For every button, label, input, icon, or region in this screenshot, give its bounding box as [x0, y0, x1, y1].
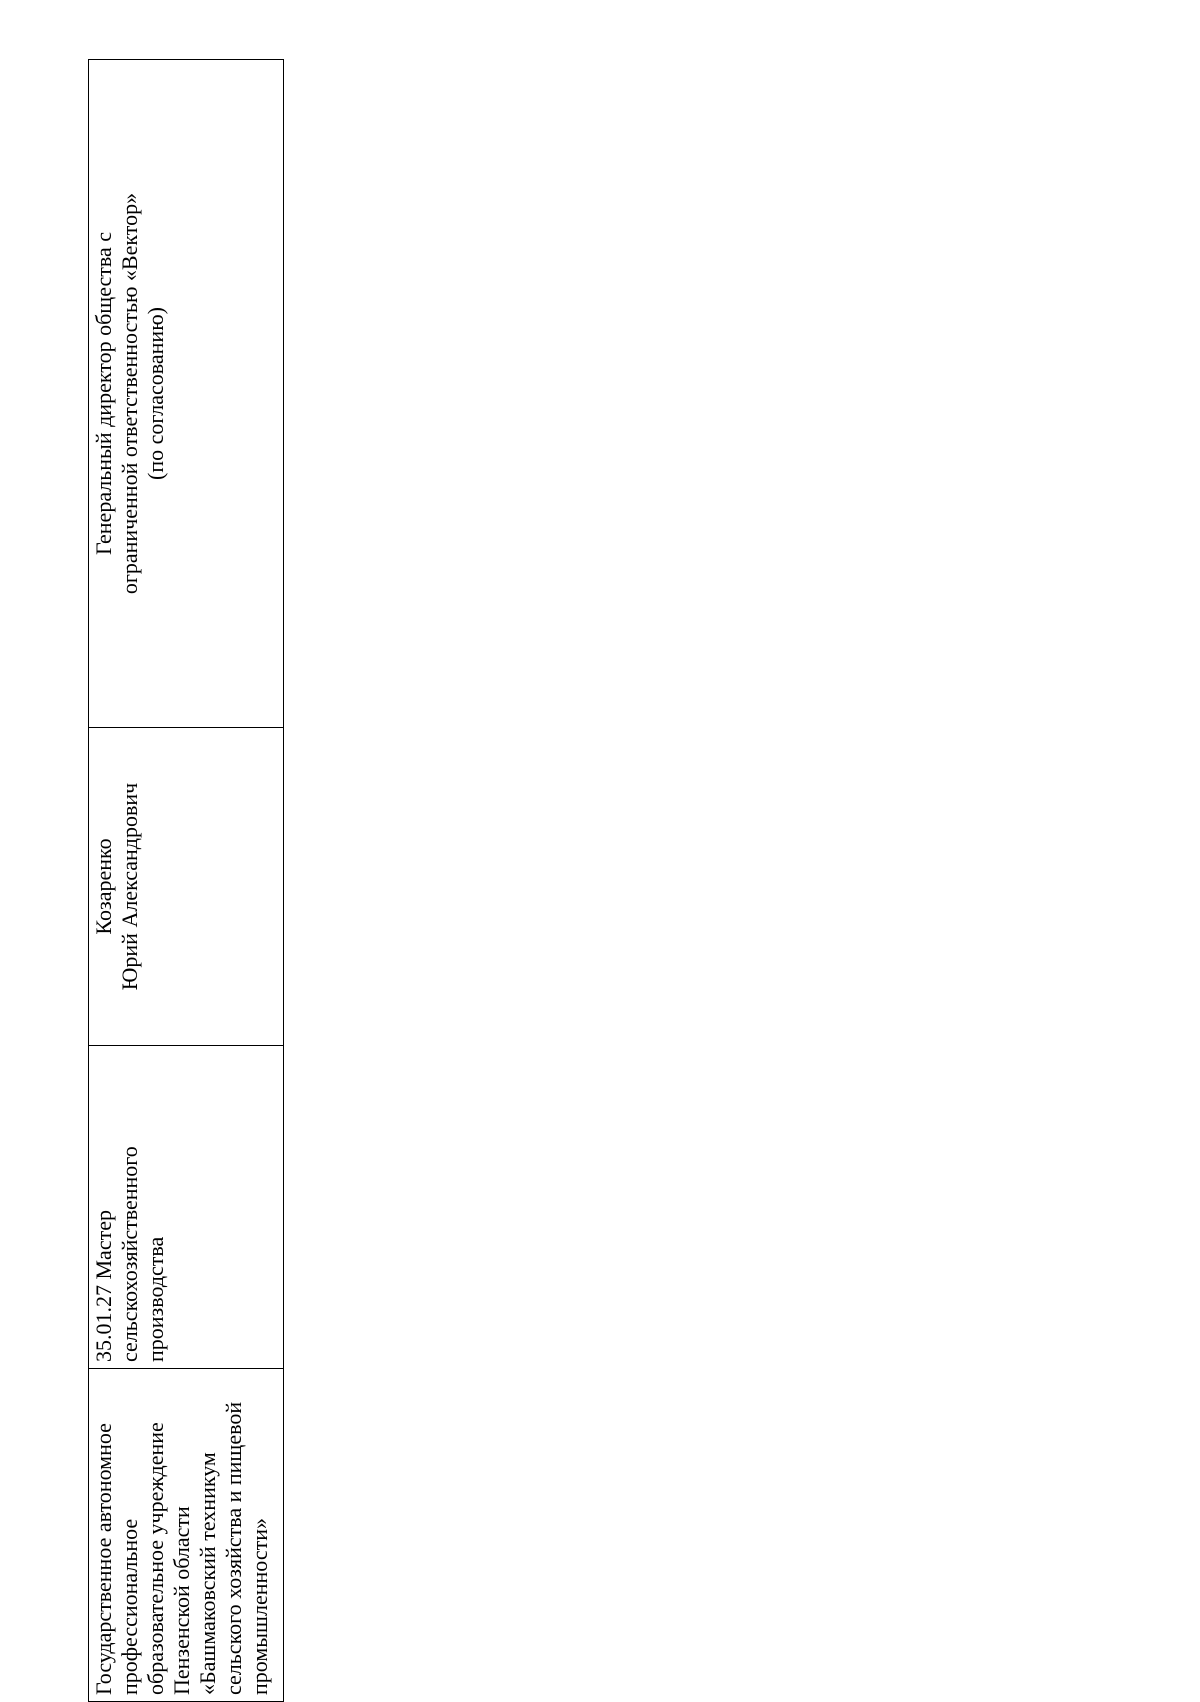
specialty-line: производства: [143, 1236, 168, 1362]
org-line: профессиональное: [117, 1518, 142, 1695]
rotated-table-container: [88, 112, 284, 1702]
specialty-line: 35.01.27 Мастер: [91, 1210, 116, 1362]
org-line: образовательное учреждение: [143, 1422, 168, 1695]
position-line: (по согласованию): [143, 307, 168, 480]
person-surname: Козаренко: [91, 838, 116, 935]
org-line: «Башмаковский техникум: [195, 1452, 220, 1695]
cell-person-name: [89, 728, 284, 1046]
cell-specialty: [89, 1046, 284, 1369]
org-line: Пензенской области: [169, 1506, 194, 1695]
org-line: сельского хозяйства и пищевой: [221, 1401, 246, 1695]
specialty-line: сельскохозяйственного: [117, 1146, 142, 1362]
position-line: ограниченной ответственностью «Вектор»: [117, 192, 142, 595]
org-line: промышленности»: [247, 1518, 272, 1695]
org-line: Государственное автономное: [91, 1423, 116, 1695]
cell-organization: [89, 1369, 284, 1702]
table-row: [89, 60, 284, 1702]
commission-table: [88, 59, 284, 1702]
person-given-names: Юрий Александрович: [117, 782, 142, 991]
cell-position: [89, 60, 284, 728]
position-line: Генеральный директор общества с: [91, 231, 116, 556]
